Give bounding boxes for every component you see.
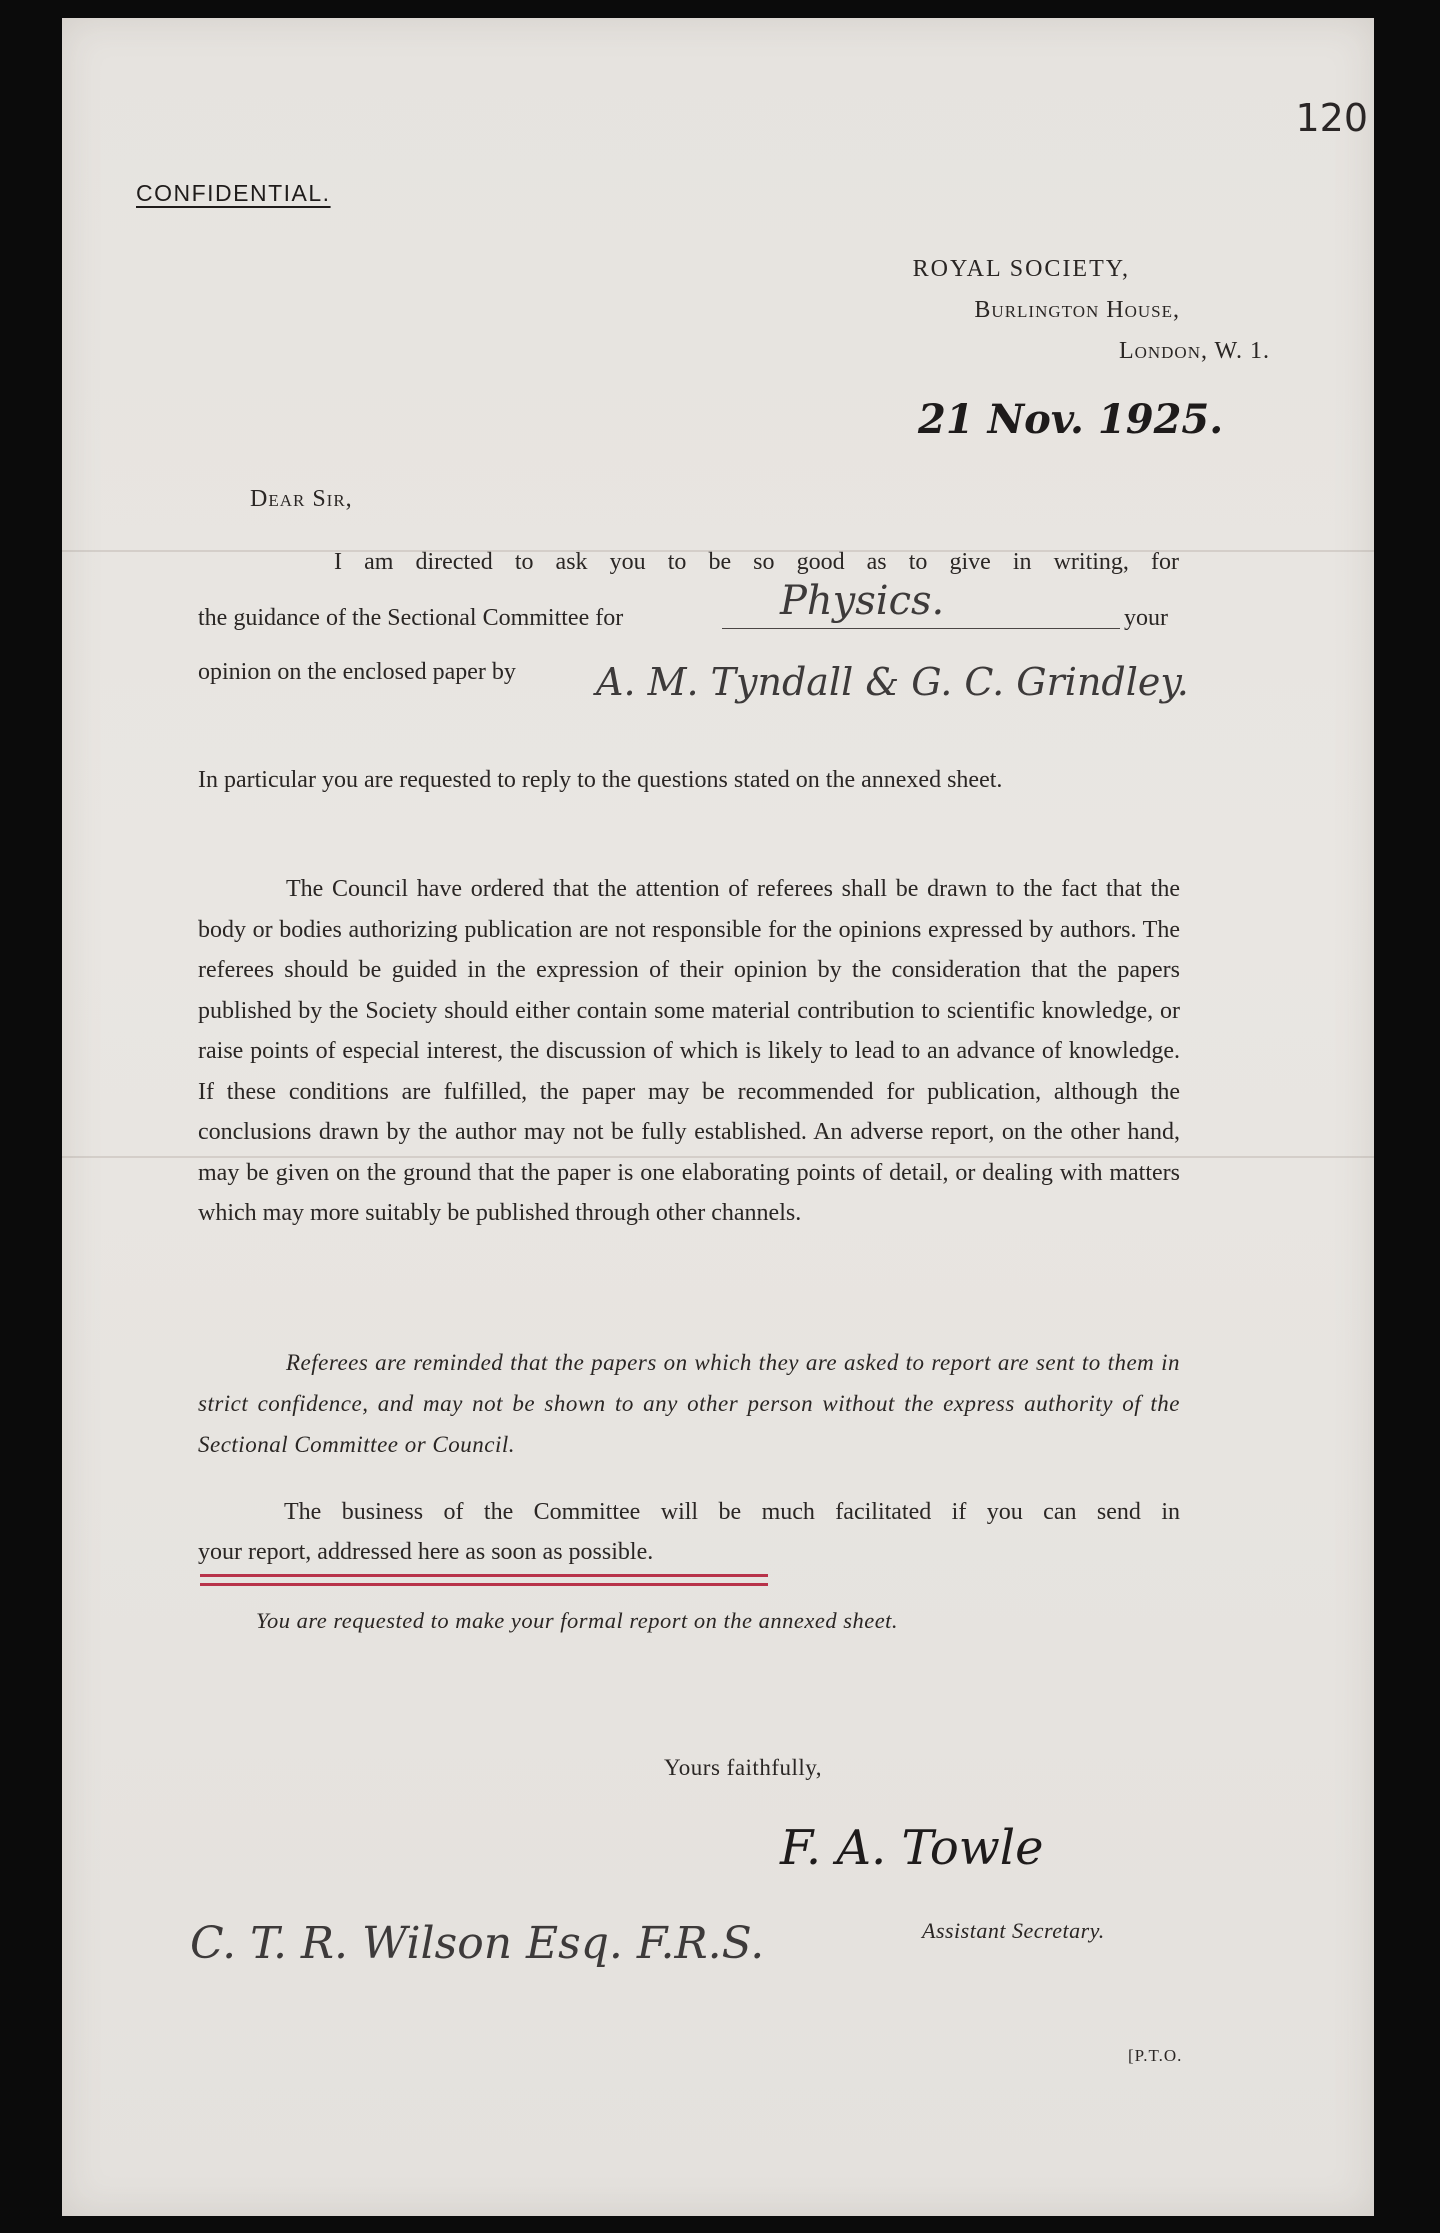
- confidential-heading: CONFIDENTIAL.: [136, 180, 331, 206]
- address-line-1: Burlington House,: [974, 297, 1180, 323]
- red-underline-upper: [200, 1574, 768, 1577]
- paragraph-2: In particular you are requested to reply to the questions stated on the annexed sheet.: [198, 767, 1003, 793]
- closing: Yours faithfully,: [664, 1755, 823, 1780]
- paragraph-4-italic: Referees are reminded that the papers on which they are asked to report are sent to them in strict confidence, and may not be shown to any other person without the express authority of the Sectional Committee or Council.: [198, 1350, 1180, 1457]
- paragraph-1-line-3-prefix: opinion on the enclosed paper by: [198, 659, 516, 685]
- address-line-2: London, W. 1.: [1118, 338, 1270, 364]
- signature: F. A. Towle: [780, 1820, 1044, 1876]
- handwritten-date: 21 Nov. 1925.: [918, 396, 1224, 443]
- red-underline-lower: [200, 1583, 768, 1586]
- paragraph-1-line-1: I am directed to ask you to be so good as to give in writing, for: [334, 549, 1179, 575]
- org-name: ROYAL SOCIETY,: [912, 256, 1130, 282]
- paragraph-3: The Council have ordered that the attention of referees shall be drawn to the fact that the body or bodies authorizing publication are not responsible for the opinions expressed by authors. The referees should be guided in the expression of their opinion by the consideration that the papers published by the Society should either contain some material contribution to scientific knowledge, or raise points of especial interest, the discussion of which is likely to lead to an advance of knowledge. If these conditions are fulfilled, the paper may be recommended for publication, although the conclusions drawn by the author may not be fully established. An adverse report, on the other hand, may be given on the ground that the paper is one elaborating points of detail, or dealing with matters which may more suitably be published through other channels.: [198, 876, 1180, 1226]
- salutation: Dear Sir,: [250, 486, 353, 512]
- signatory-title: Assistant Secretary.: [922, 1918, 1105, 1943]
- formal-report-note: You are requested to make your formal report on the annexed sheet.: [256, 1608, 899, 1633]
- committee-fill-line: [722, 628, 1120, 629]
- recipient-name: C. T. R. Wilson Esq. F.R.S.: [190, 1918, 765, 1969]
- paragraph-5-line-1: The business of the Committee will be much facilitated if you can send in: [284, 1499, 1180, 1525]
- handwritten-committee: Physics.: [780, 578, 945, 624]
- paragraph-1-line-2-suffix: your: [1124, 605, 1168, 631]
- folio-number: 120: [1295, 96, 1368, 140]
- paragraph-5-line-2: your report, addressed here as soon as possible.: [198, 1539, 654, 1565]
- paragraph-1-line-2-prefix: the guidance of the Sectional Committee for: [198, 605, 624, 631]
- handwritten-authors: A. M. Tyndall & G. C. Grindley.: [596, 660, 1189, 704]
- please-turn-over: [P.T.O.: [1128, 2046, 1183, 2065]
